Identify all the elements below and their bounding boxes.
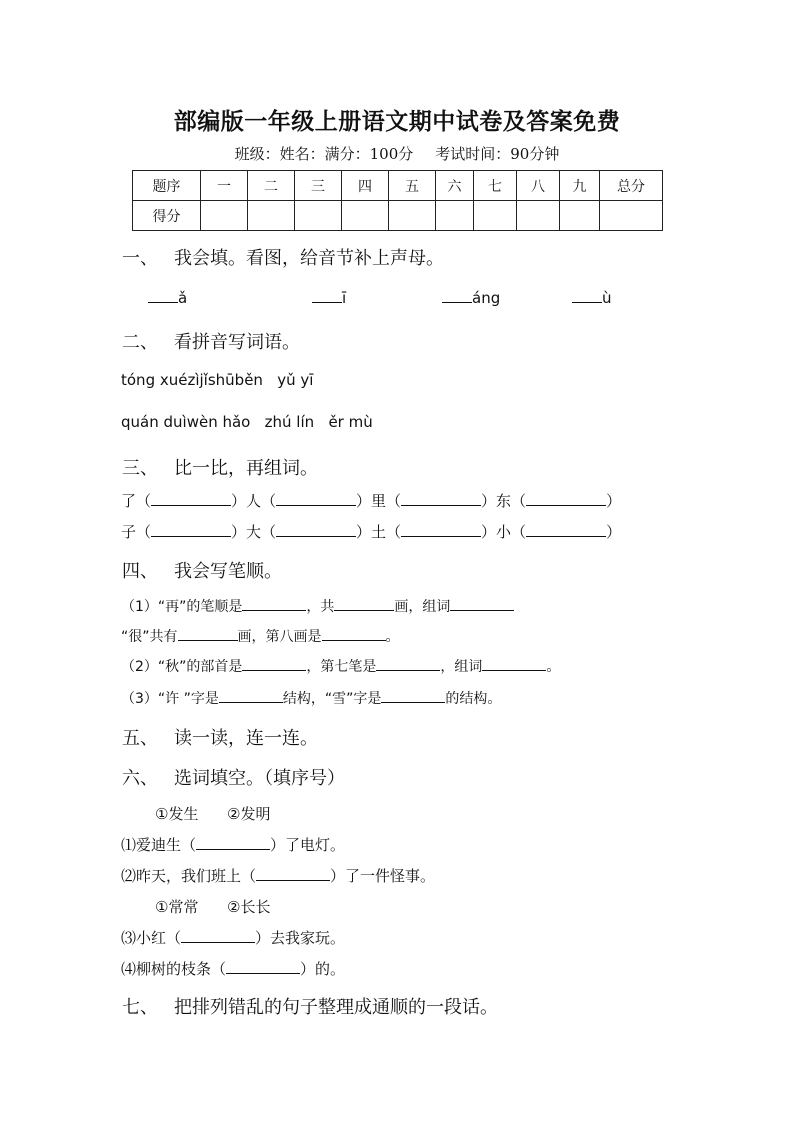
answer-blank[interactable]: [442, 288, 472, 303]
s1-item: áng: [442, 288, 500, 307]
s2-pinyin-line: tóng xuézìjǐshūběn yǔ yī: [121, 371, 314, 389]
s2-pinyin-line: quán duìwèn hǎo zhú lín ěr mù: [121, 413, 373, 431]
s1-item: ǎ: [148, 288, 187, 307]
answer-blank[interactable]: [256, 866, 330, 881]
score-input-cell[interactable]: [474, 201, 517, 231]
answer-blank[interactable]: [376, 656, 440, 671]
s3-row: 子（ ）大（ ）土（ ）小（ ）: [121, 523, 622, 541]
answer-blank[interactable]: [526, 491, 606, 506]
section-7-heading: 七、 把排列错乱的句子整理成通顺的一段话。: [122, 997, 498, 1018]
section-1-heading: 一、 我会填。看图，给音节补上声母。: [122, 248, 444, 269]
answer-blank[interactable]: [181, 928, 255, 943]
answer-blank[interactable]: [572, 288, 602, 303]
answer-blank[interactable]: [178, 626, 238, 641]
score-input-cell[interactable]: [248, 201, 295, 231]
s6-question: ⑷柳树的枝条（ ）的。: [121, 960, 346, 978]
answer-blank[interactable]: [276, 522, 356, 537]
exam-info-class-name-score: 班级：姓名：满分：100分: [234, 145, 414, 163]
score-table-cell: 八: [517, 171, 560, 201]
score-input-cell[interactable]: [201, 201, 248, 231]
score-input-cell[interactable]: [600, 201, 663, 231]
score-input-cell[interactable]: [295, 201, 342, 231]
section-2-heading: 二、 看拼音写词语。: [122, 332, 300, 353]
answer-blank[interactable]: [322, 626, 386, 641]
s3-row: 了（ ）人（ ）里（ ）东（ ）: [121, 492, 622, 510]
answer-blank[interactable]: [148, 288, 178, 303]
s6-question: ⑵昨天，我们班上（ ）了一件怪事。: [121, 867, 436, 885]
answer-blank[interactable]: [312, 288, 342, 303]
score-table-cell: 三: [295, 171, 342, 201]
answer-blank[interactable]: [450, 596, 514, 611]
score-table-cell: 五: [389, 171, 436, 201]
s1-item: ī: [312, 288, 346, 307]
s4-line: （3）“许 ”字是 结构，“雪”字是 的结构。: [121, 688, 501, 708]
score-table-cell: 七: [474, 171, 517, 201]
score-table-score-row: [133, 201, 663, 231]
s1-item: ù: [572, 288, 612, 307]
s6-question: ⑴爱迪生（ ）了电灯。: [121, 836, 346, 854]
s4-line: （1）“再”的笔顺是 ，共 画，组词: [121, 596, 514, 616]
answer-blank[interactable]: [242, 596, 306, 611]
s6-options: ①发生 ②发明: [155, 805, 271, 823]
s6-question: ⑶小红（ ）去我家玩。: [121, 929, 346, 947]
section-6-heading: 六、 选词填空。（填序号）: [122, 768, 345, 789]
score-input-cell[interactable]: [342, 201, 389, 231]
score-table: [132, 170, 663, 231]
score-input-cell[interactable]: [517, 201, 560, 231]
score-table-cell: 一: [201, 171, 248, 201]
answer-blank[interactable]: [276, 491, 356, 506]
section-3-heading: 三、 比一比，再组词。: [122, 458, 318, 479]
answer-blank[interactable]: [401, 522, 481, 537]
answer-blank[interactable]: [219, 688, 283, 703]
answer-blank[interactable]: [242, 656, 306, 671]
section-4-heading: 四、 我会写笔顺。: [122, 561, 282, 582]
answer-blank[interactable]: [196, 835, 270, 850]
exam-info-time: 考试时间：90分钟: [435, 145, 560, 163]
score-table-cell: 四: [342, 171, 389, 201]
score-input-cell[interactable]: [436, 201, 474, 231]
answer-blank[interactable]: [381, 688, 445, 703]
answer-blank[interactable]: [526, 522, 606, 537]
score-table-header-row: [133, 171, 663, 201]
answer-blank[interactable]: [151, 491, 231, 506]
answer-blank[interactable]: [334, 596, 394, 611]
s6-options: ①常常 ②长长: [155, 898, 271, 916]
score-table-cell: 总分: [600, 171, 663, 201]
s4-line: “很”共有 画，第八画是 。: [121, 626, 400, 646]
section-5-heading: 五、 读一读，连一连。: [122, 728, 318, 749]
page-title: 部编版一年级上册语文期中试卷及答案免费: [173, 108, 621, 135]
s4-line: （2）“秋”的部首是 ，第七笔是 ，组词 。: [121, 656, 560, 676]
score-table-cell: 六: [436, 171, 474, 201]
exam-info: [0, 143, 794, 164]
answer-blank[interactable]: [151, 522, 231, 537]
score-input-cell[interactable]: [560, 201, 600, 231]
answer-blank[interactable]: [226, 959, 300, 974]
score-input-cell[interactable]: [389, 201, 436, 231]
score-table-cell: 九: [560, 171, 600, 201]
score-table-cell: 得分: [133, 201, 201, 231]
score-table-cell: 二: [248, 171, 295, 201]
score-table-cell: 题序: [133, 171, 201, 201]
answer-blank[interactable]: [482, 656, 546, 671]
answer-blank[interactable]: [401, 491, 481, 506]
